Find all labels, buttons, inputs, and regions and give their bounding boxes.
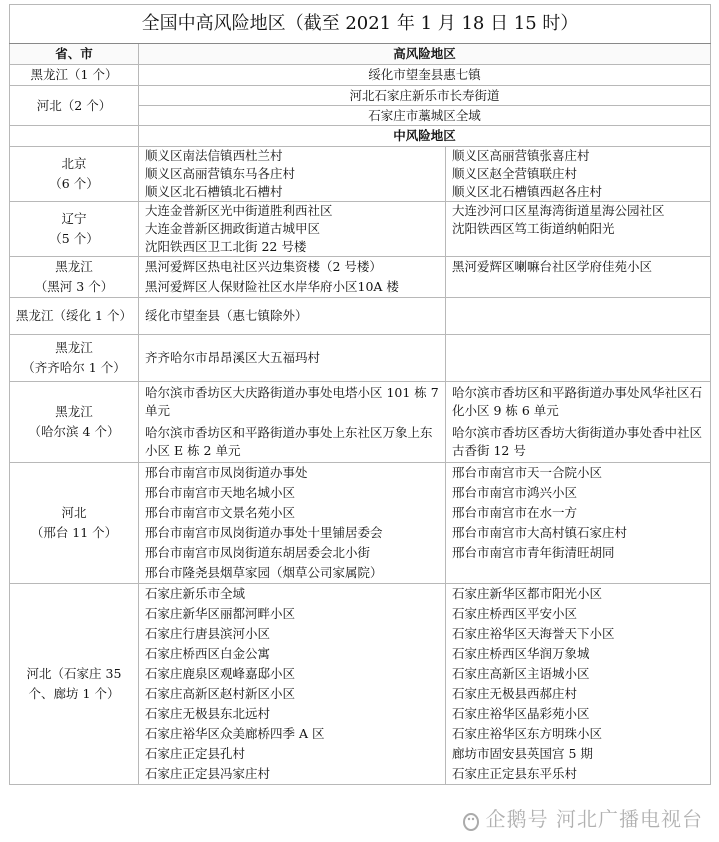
blank-cell [10, 126, 139, 147]
province-heilongjiang-harbin: 黑龙江 （哈尔滨 4 个） [10, 382, 139, 463]
medium-risk-area: 齐齐哈尔市昂昂溪区大五福玛村 [139, 335, 446, 382]
medium-risk-area [446, 277, 711, 298]
high-risk-area: 河北石家庄新乐市长寿街道 [139, 86, 711, 106]
medium-risk-area: 邢台市南宫市鸿兴小区 [446, 483, 711, 503]
medium-risk-area: 邢台市南宫市青年街清旺胡同 [446, 543, 711, 563]
medium-risk-area: 石家庄裕华区天海誉天下小区 [446, 624, 711, 644]
medium-risk-area: 黑河爱辉区人保财险社区水岸华府小区10A 楼 [139, 277, 446, 298]
province-heilongjiang-heihe: 黑龙江 （黑河 3 个） [10, 257, 139, 298]
medium-risk-area: 邢台市南宫市大高村镇石家庄村 [446, 523, 711, 543]
medium-risk-area: 石家庄无极县东北远村 [139, 704, 446, 724]
medium-risk-area: 石家庄桥西区华润万象城 [446, 644, 711, 664]
medium-risk-area: 大连金普新区拥政街道古城甲区 [139, 220, 446, 238]
medium-risk-area: 廊坊市固安县英国宫 5 期 [446, 744, 711, 764]
medium-risk-area: 石家庄新乐市全域 [139, 584, 446, 605]
medium-risk-area: 石家庄桥西区白金公寓 [139, 644, 446, 664]
medium-risk-area: 石家庄桥西区平安小区 [446, 604, 711, 624]
medium-risk-area [446, 298, 711, 335]
medium-risk-area: 哈尔滨市香坊区和平路街道办事处风华社区石化小区 9 栋 6 单元 [446, 382, 711, 423]
header-medium-risk: 中风险地区 [139, 126, 711, 147]
medium-risk-area: 石家庄裕华区晶彩苑小区 [446, 704, 711, 724]
header-high-risk: 高风险地区 [139, 44, 711, 65]
province-heilongjiang-suihua: 黑龙江（绥化 1 个） [10, 298, 139, 335]
medium-risk-area: 沈阳铁西区卫工北街 22 号楼 [139, 238, 446, 257]
medium-risk-area: 顺义区北石槽镇西赵各庄村 [446, 183, 711, 202]
medium-risk-area: 石家庄正定县孔村 [139, 744, 446, 764]
medium-risk-area: 石家庄高新区主语城小区 [446, 664, 711, 684]
medium-risk-area: 邢台市南宫市在水一方 [446, 503, 711, 523]
penguin-logo-icon [460, 810, 482, 832]
medium-risk-area: 黑河爱辉区热电社区兴边集资楼（2 号楼） [139, 257, 446, 278]
medium-risk-area: 石家庄裕华区众美廊桥四季 A 区 [139, 724, 446, 744]
medium-risk-area: 石家庄裕华区东方明珠小区 [446, 724, 711, 744]
province-hebei-xingtai: 河北 （邢台 11 个） [10, 463, 139, 584]
medium-risk-area [446, 238, 711, 257]
risk-table [9, 4, 711, 785]
medium-risk-area [446, 563, 711, 584]
medium-risk-area: 顺义区赵全营镇联庄村 [446, 165, 711, 183]
medium-risk-area: 哈尔滨市香坊区香坊大街街道办事处香中社区古香街 12 号 [446, 422, 711, 463]
header-province: 省、市 [10, 44, 139, 65]
medium-risk-area: 石家庄行唐县滨河小区 [139, 624, 446, 644]
medium-risk-area: 石家庄正定县东平乐村 [446, 764, 711, 785]
medium-risk-area: 顺义区高丽营镇东马各庄村 [139, 165, 446, 183]
medium-risk-area: 邢台市南宫市凤岗街道东胡居委会北小街 [139, 543, 446, 563]
medium-risk-area: 石家庄高新区赵村新区小区 [139, 684, 446, 704]
province-beijing: 北京 （6 个） [10, 147, 139, 202]
medium-risk-area: 哈尔滨市香坊区大庆路街道办事处电塔小区 101 栋 7 单元 [139, 382, 446, 423]
medium-risk-area: 大连沙河口区星海湾街道星海公园社区 [446, 202, 711, 221]
medium-risk-area: 邢台市南宫市天一合院小区 [446, 463, 711, 484]
province-heilongjiang-high: 黑龙江（1 个） [10, 65, 139, 86]
medium-risk-area [446, 335, 711, 382]
medium-risk-area: 邢台市南宫市凤岗街道办事处 [139, 463, 446, 484]
medium-risk-area: 邢台市南宫市凤岗街道办事处十里铺居委会 [139, 523, 446, 543]
medium-risk-area: 哈尔滨市香坊区和平路街道办事处上东社区万象上东小区 E 栋 2 单元 [139, 422, 446, 463]
medium-risk-area: 顺义区北石槽镇北石槽村 [139, 183, 446, 202]
province-heilongjiang-qiqihar: 黑龙江 （齐齐哈尔 1 个） [10, 335, 139, 382]
medium-risk-area: 石家庄正定县冯家庄村 [139, 764, 446, 785]
high-risk-area: 石家庄市藁城区全域 [139, 106, 711, 126]
medium-risk-area: 邢台市南宫市文景名苑小区 [139, 503, 446, 523]
medium-risk-area: 顺义区南法信镇西杜兰村 [139, 147, 446, 166]
province-hebei-high: 河北（2 个） [10, 86, 139, 126]
watermark [460, 803, 703, 832]
medium-risk-area: 石家庄新华区都市阳光小区 [446, 584, 711, 605]
medium-risk-area: 绥化市望奎县（惠七镇除外） [139, 298, 446, 335]
medium-risk-area: 邢台市南宫市天地名城小区 [139, 483, 446, 503]
medium-risk-area: 大连金普新区光中街道胜利西社区 [139, 202, 446, 221]
medium-risk-area: 邢台市隆尧县烟草家园（烟草公司家属院） [139, 563, 446, 584]
high-risk-area: 绥化市望奎县惠七镇 [139, 65, 711, 86]
page-title: 全国中高风险地区（截至 2021 年 1 月 18 日 15 时） [10, 5, 711, 44]
medium-risk-area: 顺义区高丽营镇张喜庄村 [446, 147, 711, 166]
medium-risk-area: 石家庄鹿泉区观峰嘉邸小区 [139, 664, 446, 684]
watermark-text: 企鹅号 河北广播电视台 [485, 807, 703, 831]
province-hebei-shijiazhuang: 河北（石家庄 35 个、廊坊 1 个） [10, 584, 139, 785]
medium-risk-area: 沈阳铁西区笃工街道纳帕阳光 [446, 220, 711, 238]
province-liaoning: 辽宁 （5 个） [10, 202, 139, 257]
medium-risk-area: 石家庄无极县西郝庄村 [446, 684, 711, 704]
medium-risk-area: 石家庄新华区丽都河畔小区 [139, 604, 446, 624]
medium-risk-area: 黑河爱辉区喇嘛台社区学府佳苑小区 [446, 257, 711, 278]
